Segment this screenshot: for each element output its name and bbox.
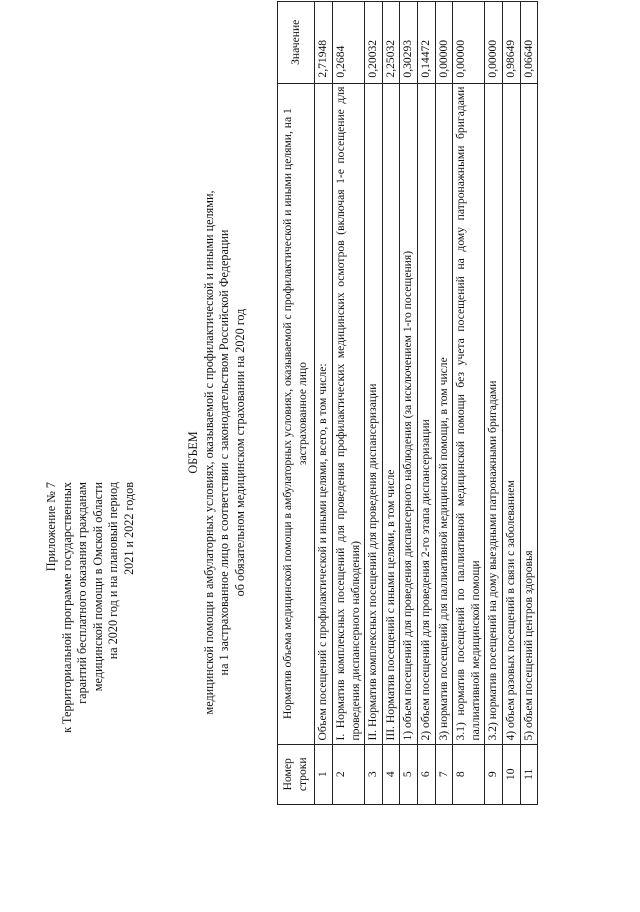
appendix-line: 2021 и 2022 годов [121, 482, 136, 575]
heading-title: ОБЪЕМ [186, 431, 200, 474]
row-number: 5 [400, 744, 418, 804]
row-description: I. Норматив комплексных посещений для проведения профилактических медицинских осмотров (включая 1-е посещение для проведения диспансерного наблюдения) [333, 83, 365, 744]
row-value: 0,2684 [333, 2, 365, 84]
heading-line: на 1 застрахованное лицо в соответствии с законодательством Российской Федерации [217, 229, 232, 676]
appendix-line: к Территориальной программе государственных [59, 482, 74, 733]
appendix-note [44, 482, 138, 912]
table-row [485, 2, 503, 805]
row-value: 0,30293 [400, 2, 418, 84]
row-description: 1) объем посещений для проведения диспансерного наблюдения (за исключением 1-го посещения) [400, 83, 418, 744]
table-row [417, 2, 435, 805]
row-value: 0,14472 [417, 2, 435, 84]
row-description: 4) объем разовых посещений в связи с заболеванием [502, 83, 520, 744]
row-description: 2) объем посещений для проведения 2-го этапа диспансеризации [417, 83, 435, 744]
table-row [400, 2, 418, 805]
row-number: 8 [453, 744, 485, 804]
appendix-line: гарантий бесплатного оказания гражданам [75, 482, 90, 704]
row-number: 2 [333, 744, 365, 804]
row-number: 11 [520, 744, 538, 804]
row-number: 1 [315, 744, 333, 804]
appendix-line: медицинской помощи в Омской области [90, 482, 105, 692]
row-value: 0,98649 [502, 2, 520, 84]
table-row [453, 2, 485, 805]
row-number: 10 [502, 744, 520, 804]
row-value: 2,71948 [315, 2, 333, 84]
row-value: 0,06640 [520, 2, 538, 84]
heading-line: медицинской помощи в амбулаторных условиях, оказываемой с профилактической и иными целями, [201, 190, 216, 715]
row-value: 2,25032 [382, 2, 400, 84]
row-value: 0,20032 [365, 2, 383, 84]
row-number: 4 [382, 744, 400, 804]
row-value: 0,00000 [453, 2, 485, 84]
row-number: 9 [485, 744, 503, 804]
table-row [520, 2, 538, 805]
row-description: 3) норматив посещений для паллиативной медицинской помощи, в том числе [435, 83, 453, 744]
heading-line: об обязательном медицинском страховании на 2020 год [232, 308, 247, 597]
row-value: 0,00000 [485, 2, 503, 84]
header-row-number: Номер строки [278, 744, 315, 804]
row-description: Объем посещений с профилактической и иными целями, всего, в том числе: [315, 83, 333, 744]
table-row [382, 2, 400, 805]
norms-table [277, 1, 538, 805]
header-description: Норматив объема медицинской помощи в амбулаторных условиях, оказываемой с профилактической и иными целями, на 1 застрахованное лицо [278, 83, 315, 744]
row-value: 0,00000 [435, 2, 453, 84]
table-row [502, 2, 520, 805]
table-row [333, 2, 365, 805]
table-row [365, 2, 383, 805]
table-header-row [278, 2, 315, 805]
row-number: 6 [417, 744, 435, 804]
row-description: 3.2) норматив посещений на дому выездными патронажными бригадами [485, 83, 503, 744]
document-heading [186, 100, 248, 805]
table-row [315, 2, 333, 805]
row-number: 7 [435, 744, 453, 804]
row-description: 5) объем посещений центров здоровья [520, 83, 538, 744]
table-row [435, 2, 453, 805]
row-description: 3.1) норматив посещений по паллиативной медицинской помощи без учета посещений на дому патронажными бригадами паллиативной медицинской помощи [453, 83, 485, 744]
row-description: II. Норматив комплексных посещений для проведения диспансеризации [365, 83, 383, 744]
row-description: III. Норматив посещений с иными целями, в том числе [382, 83, 400, 744]
header-value: Значение [278, 2, 315, 84]
row-number: 3 [365, 744, 383, 804]
appendix-line: Приложение № 7 [44, 482, 58, 572]
appendix-line: на 2020 год и на плановый период [106, 482, 121, 660]
